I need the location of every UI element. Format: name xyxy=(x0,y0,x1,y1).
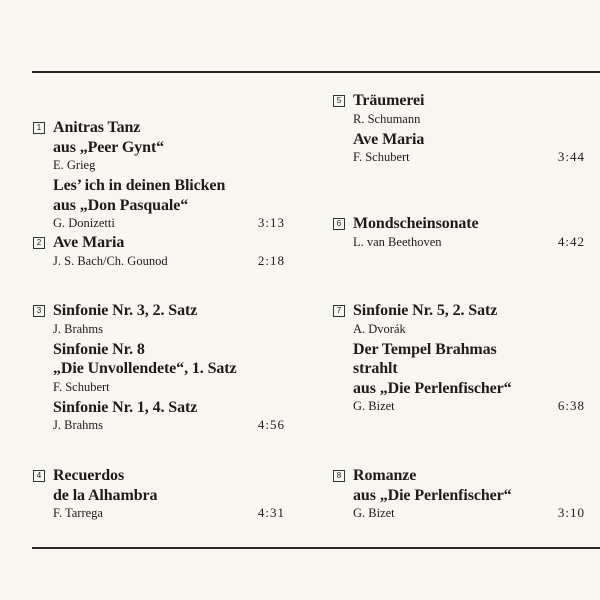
composer xyxy=(53,253,285,270)
piece-title: aus „Don Pasquale“ xyxy=(53,196,189,214)
piece-title: Anitras Tanz xyxy=(53,119,141,136)
track-duration: 3:44 xyxy=(557,149,585,164)
bottom-rule xyxy=(32,547,600,549)
composer xyxy=(53,505,285,522)
track-6 xyxy=(336,214,585,251)
piece-title: aus „Peer Gynt“ xyxy=(53,138,165,156)
track-duration: 6:38 xyxy=(557,398,585,413)
composer xyxy=(353,149,585,166)
track-number-box: 7 xyxy=(333,305,345,317)
piece-title: Mondscheinsonate xyxy=(353,215,479,232)
piece-title: Sinfonie Nr. 3, 2. Satz xyxy=(53,302,198,319)
track-duration: 4:56 xyxy=(257,417,285,432)
track-number-box: 6 xyxy=(333,218,345,230)
composer-name: E. Grieg xyxy=(53,158,96,172)
composer-name: G. Bizet xyxy=(353,506,395,520)
composer-name: L. van Beethoven xyxy=(353,234,442,249)
piece-title: strahlt xyxy=(353,360,398,377)
top-rule xyxy=(32,71,600,73)
piece-title: Träumerei xyxy=(353,92,425,109)
track-number-box: 8 xyxy=(333,470,345,482)
piece-title: Les’ ich in deinen Blicken xyxy=(53,177,226,194)
track-7 xyxy=(336,301,585,415)
track-4 xyxy=(36,466,285,522)
composer-name: F. Schubert xyxy=(353,150,410,164)
piece-title: Sinfonie Nr. 5, 2. Satz xyxy=(353,302,498,319)
composer xyxy=(53,321,285,338)
composer-name: J. Brahms xyxy=(53,418,103,432)
composer-name: J. S. Bach/Ch. Gounod xyxy=(53,253,168,268)
composer-name: F. Schubert xyxy=(53,379,110,394)
track-2 xyxy=(36,233,285,270)
piece-title: Der Tempel Brahmas xyxy=(353,340,497,358)
composer-name: J. Brahms xyxy=(53,321,103,336)
track-duration: 4:31 xyxy=(257,505,285,520)
composer xyxy=(353,505,585,522)
track-number-box: 2 xyxy=(33,237,45,249)
piece-title: Ave Maria xyxy=(53,234,125,251)
piece-title: aus „Die Perlenfischer“ xyxy=(353,379,512,397)
composer xyxy=(353,321,585,338)
piece-title: de la Alhambra xyxy=(53,486,158,504)
track-duration: 4:42 xyxy=(557,233,585,249)
track-8 xyxy=(336,466,585,522)
track-duration: 3:10 xyxy=(557,505,585,520)
track-number-box: 5 xyxy=(333,95,345,107)
composer-name: G. Bizet xyxy=(353,399,395,413)
composer xyxy=(53,157,285,174)
track-1 xyxy=(36,118,285,232)
composer-name: R. Schumann xyxy=(353,111,421,126)
track-duration: 3:13 xyxy=(257,215,285,230)
track-5 xyxy=(336,91,585,166)
composer xyxy=(53,379,285,396)
piece-title: Sinfonie Nr. 1, 4. Satz xyxy=(53,398,198,416)
composer xyxy=(353,398,585,415)
composer xyxy=(53,215,285,232)
track-duration: 2:18 xyxy=(257,252,285,268)
piece-title: „Die Unvollendete“, 1. Satz xyxy=(53,360,237,377)
piece-title: aus „Die Perlenfischer“ xyxy=(353,486,512,504)
track-3 xyxy=(36,301,285,434)
composer xyxy=(353,234,585,251)
piece-title: Ave Maria xyxy=(353,130,425,148)
composer-name: F. Tarrega xyxy=(53,506,103,520)
composer-name: A. Dvorák xyxy=(353,321,406,336)
track-number-box: 1 xyxy=(33,122,45,134)
track-number-box: 3 xyxy=(33,305,45,317)
composer-name: G. Donizetti xyxy=(53,216,115,230)
piece-title: Recuerdos xyxy=(53,467,125,484)
composer xyxy=(353,111,585,128)
composer xyxy=(53,417,285,434)
piece-title: Sinfonie Nr. 8 xyxy=(53,340,145,358)
piece-title: Romanze xyxy=(353,467,417,484)
track-number-box: 4 xyxy=(33,470,45,482)
